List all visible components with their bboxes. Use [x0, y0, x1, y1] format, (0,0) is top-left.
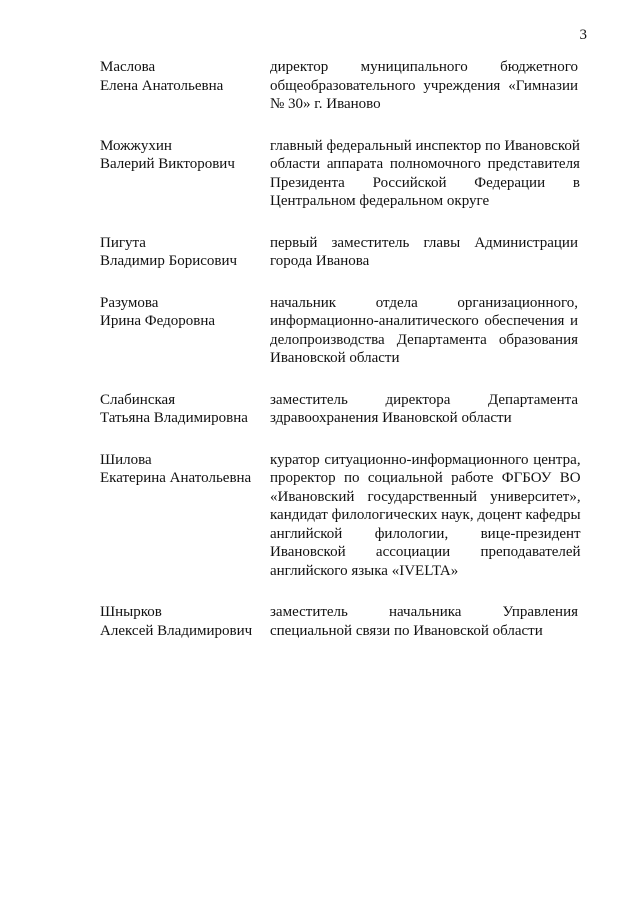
surname: Слабинская [100, 391, 176, 408]
position-line: английского языка «IVELTA» [270, 562, 459, 579]
given-name: Татьяна Владимировна [100, 410, 248, 426]
surname: Разумова [100, 294, 159, 311]
list-item [100, 294, 578, 368]
position-line: Президента Российской Федерации в [270, 174, 580, 191]
surname: Можжухин [100, 137, 172, 154]
person-position [270, 234, 578, 271]
position-line: области аппарата полномочного представителя [270, 156, 580, 172]
position-line: английской филологии, вице-президент [270, 525, 581, 542]
position-line: начальник отдела организационного, [270, 294, 578, 311]
given-name: Екатерина Анатольевна [100, 470, 252, 486]
position-line: заместитель начальника Управления [270, 604, 578, 620]
person-name [100, 58, 270, 114]
person-name [100, 391, 270, 428]
list-item [100, 234, 578, 271]
person-name [100, 294, 270, 368]
person-position [270, 294, 578, 368]
position-line: делопроизводства Департамента образования [270, 331, 578, 348]
list-item [100, 391, 578, 428]
person-position [270, 603, 578, 640]
person-position [270, 451, 581, 581]
given-name: Елена Анатольевна [100, 77, 224, 94]
list-item [100, 451, 581, 581]
list-item [100, 137, 578, 211]
position-line: «Ивановский государственный университет», [270, 488, 581, 505]
surname: Пигута [100, 234, 146, 251]
position-line: Центральном федеральном округе [270, 193, 490, 209]
surname: Шнырков [100, 604, 162, 620]
given-name: Ирина Федоровна [100, 313, 216, 329]
position-line: города Иванова [270, 253, 370, 269]
given-name: Алексей Владимирович [100, 622, 253, 639]
person-name [100, 234, 270, 271]
person-position [270, 58, 578, 114]
position-line: Ивановской ассоциации преподавателей [270, 544, 581, 560]
position-line: директор муниципального бюджетного [270, 59, 578, 75]
position-line: куратор ситуационно-информационного центра, [270, 451, 581, 468]
member-list [100, 58, 581, 640]
page-number: 3 [579, 27, 587, 43]
position-line: проректор по социальной работе ФГБОУ ВО [270, 470, 581, 486]
position-line: № 30» г. Иваново [270, 96, 381, 112]
list-item [100, 603, 578, 640]
position-line: здравоохранения Ивановской области [270, 410, 512, 426]
person-name [100, 137, 270, 211]
given-name: Валерий Викторович [100, 156, 235, 172]
person-name [100, 603, 270, 640]
person-position [270, 137, 580, 211]
list-item [100, 58, 578, 114]
position-line: главный федеральный инспектор по Ивановской [270, 137, 580, 154]
surname: Маслова [100, 59, 156, 75]
position-line: заместитель директора Департамента [270, 391, 578, 408]
position-line: общеобразовательного учреждения «Гимназии [270, 77, 578, 94]
person-position [270, 391, 578, 428]
surname: Шилова [100, 451, 152, 468]
position-line: специальной связи по Ивановской области [270, 622, 543, 639]
person-name [100, 451, 270, 581]
position-line: кандидат филологических наук, доцент кафедры [270, 507, 581, 523]
position-line: первый заместитель главы Администрации [270, 234, 578, 251]
position-line: Ивановской области [270, 350, 400, 366]
position-line: информационно-аналитического обеспечения и [270, 313, 578, 329]
given-name: Владимир Борисович [100, 253, 238, 269]
